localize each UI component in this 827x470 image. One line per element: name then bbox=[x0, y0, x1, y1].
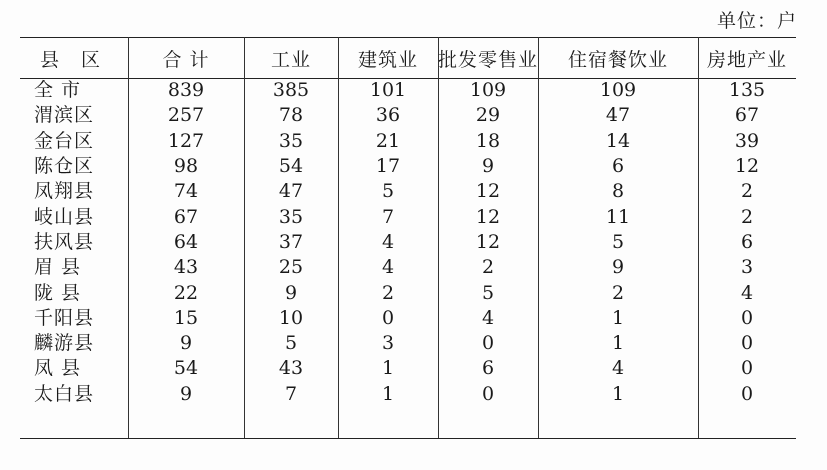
cell-county: 陇 县 bbox=[34, 281, 82, 304]
table-row bbox=[20, 331, 796, 356]
cell-hospitality: 47 bbox=[605, 104, 631, 127]
cell-wholesale-retail: 0 bbox=[481, 332, 495, 355]
cell-real-estate: 39 bbox=[734, 129, 760, 152]
cell-total: 98 bbox=[173, 155, 199, 178]
cell-wholesale-retail: 18 bbox=[475, 129, 501, 152]
cell-industry: 43 bbox=[278, 357, 304, 380]
cell-wholesale-retail: 2 bbox=[481, 256, 495, 279]
cell-real-estate: 0 bbox=[740, 357, 754, 380]
cell-wholesale-retail: 0 bbox=[481, 382, 495, 405]
cell-hospitality: 109 bbox=[599, 79, 637, 102]
cell-total: 15 bbox=[173, 306, 199, 329]
cell-real-estate: 4 bbox=[740, 281, 754, 304]
cell-real-estate: 2 bbox=[740, 205, 754, 228]
cell-industry: 5 bbox=[284, 332, 298, 355]
cell-wholesale-retail: 5 bbox=[481, 281, 495, 304]
cell-county: 金台区 bbox=[34, 129, 95, 152]
table-header-row bbox=[20, 38, 796, 78]
cell-total: 54 bbox=[173, 357, 199, 380]
table-row bbox=[20, 154, 796, 179]
cell-industry: 7 bbox=[284, 382, 298, 405]
cell-industry: 385 bbox=[272, 79, 310, 102]
cell-hospitality: 1 bbox=[611, 306, 625, 329]
cell-hospitality: 9 bbox=[611, 256, 625, 279]
cell-county: 麟游县 bbox=[34, 332, 95, 355]
table-row bbox=[20, 382, 796, 407]
cell-wholesale-retail: 4 bbox=[481, 306, 495, 329]
cell-wholesale-retail: 12 bbox=[475, 230, 501, 253]
table-row bbox=[20, 179, 796, 204]
cell-county: 千阳县 bbox=[34, 306, 95, 329]
cell-industry: 9 bbox=[284, 281, 298, 304]
cell-construction: 5 bbox=[381, 180, 395, 203]
cell-county: 眉 县 bbox=[34, 256, 82, 279]
cell-total: 22 bbox=[173, 281, 199, 304]
cell-construction: 7 bbox=[381, 205, 395, 228]
header-wholesale-retail: 批发零售业 bbox=[438, 48, 539, 71]
header-industry: 工业 bbox=[270, 48, 311, 71]
cell-total: 64 bbox=[173, 230, 199, 253]
cell-construction: 4 bbox=[381, 230, 395, 253]
cell-hospitality: 11 bbox=[605, 205, 631, 228]
cell-wholesale-retail: 6 bbox=[481, 357, 495, 380]
table-row bbox=[20, 103, 796, 128]
cell-construction: 2 bbox=[381, 281, 395, 304]
cell-hospitality: 2 bbox=[611, 281, 625, 304]
cell-wholesale-retail: 12 bbox=[475, 205, 501, 228]
cell-construction: 17 bbox=[375, 155, 401, 178]
table-row bbox=[20, 280, 796, 305]
unit-label: 单位：户 bbox=[716, 10, 797, 32]
cell-hospitality: 6 bbox=[611, 155, 625, 178]
cell-county: 全 市 bbox=[34, 79, 82, 102]
table-row bbox=[20, 78, 796, 103]
cell-construction: 3 bbox=[381, 332, 395, 355]
cell-wholesale-retail: 29 bbox=[475, 104, 501, 127]
cell-industry: 25 bbox=[278, 256, 304, 279]
cell-real-estate: 3 bbox=[740, 256, 754, 279]
cell-county: 太白县 bbox=[34, 382, 95, 405]
cell-county: 扶风县 bbox=[34, 230, 95, 253]
cell-real-estate: 2 bbox=[740, 180, 754, 203]
cell-industry: 35 bbox=[278, 129, 304, 152]
cell-construction: 1 bbox=[381, 382, 395, 405]
cell-construction: 36 bbox=[375, 104, 401, 127]
cell-real-estate: 0 bbox=[740, 306, 754, 329]
header-hospitality: 住宿餐饮业 bbox=[567, 48, 668, 71]
cell-county: 凤翔县 bbox=[34, 180, 95, 203]
cell-total: 257 bbox=[167, 104, 205, 127]
cell-total: 43 bbox=[173, 256, 199, 279]
cell-real-estate: 135 bbox=[728, 79, 766, 102]
cell-real-estate: 6 bbox=[740, 230, 754, 253]
cell-hospitality: 14 bbox=[605, 129, 631, 152]
cell-total: 127 bbox=[167, 129, 205, 152]
cell-real-estate: 12 bbox=[734, 155, 760, 178]
cell-total: 67 bbox=[173, 205, 199, 228]
table-row bbox=[20, 204, 796, 229]
cell-construction: 1 bbox=[381, 357, 395, 380]
cell-industry: 78 bbox=[278, 104, 304, 127]
cell-county: 渭滨区 bbox=[34, 104, 95, 127]
table-row bbox=[20, 356, 796, 381]
cell-real-estate: 67 bbox=[734, 104, 760, 127]
data-table bbox=[20, 38, 796, 407]
table-row bbox=[20, 129, 796, 154]
cell-real-estate: 0 bbox=[740, 382, 754, 405]
cell-total: 9 bbox=[179, 382, 193, 405]
cell-hospitality: 4 bbox=[611, 357, 625, 380]
cell-wholesale-retail: 9 bbox=[481, 155, 495, 178]
cell-total: 839 bbox=[167, 79, 205, 102]
cell-county: 凤 县 bbox=[34, 357, 82, 380]
table-row bbox=[20, 255, 796, 280]
header-county: 县 区 bbox=[39, 48, 109, 71]
table-row bbox=[20, 306, 796, 331]
cell-county: 陈仓区 bbox=[34, 155, 95, 178]
cell-industry: 54 bbox=[278, 155, 304, 178]
cell-county: 岐山县 bbox=[34, 205, 95, 228]
cell-hospitality: 8 bbox=[611, 180, 625, 203]
cell-wholesale-retail: 109 bbox=[469, 79, 507, 102]
cell-industry: 37 bbox=[278, 230, 304, 253]
cell-industry: 10 bbox=[278, 306, 304, 329]
cell-industry: 35 bbox=[278, 205, 304, 228]
cell-hospitality: 1 bbox=[611, 382, 625, 405]
cell-hospitality: 5 bbox=[611, 230, 625, 253]
cell-construction: 101 bbox=[369, 79, 407, 102]
cell-industry: 47 bbox=[278, 180, 304, 203]
table-bottom-rule bbox=[20, 438, 796, 439]
cell-wholesale-retail: 12 bbox=[475, 180, 501, 203]
cell-total: 74 bbox=[173, 180, 199, 203]
header-total: 合 计 bbox=[162, 48, 210, 71]
table-row bbox=[20, 230, 796, 255]
cell-real-estate: 0 bbox=[740, 332, 754, 355]
cell-construction: 0 bbox=[381, 306, 395, 329]
cell-total: 9 bbox=[179, 332, 193, 355]
cell-hospitality: 1 bbox=[611, 332, 625, 355]
cell-construction: 21 bbox=[375, 129, 401, 152]
cell-construction: 4 bbox=[381, 256, 395, 279]
header-construction: 建筑业 bbox=[357, 48, 418, 71]
header-real-estate: 房地产业 bbox=[706, 48, 787, 71]
